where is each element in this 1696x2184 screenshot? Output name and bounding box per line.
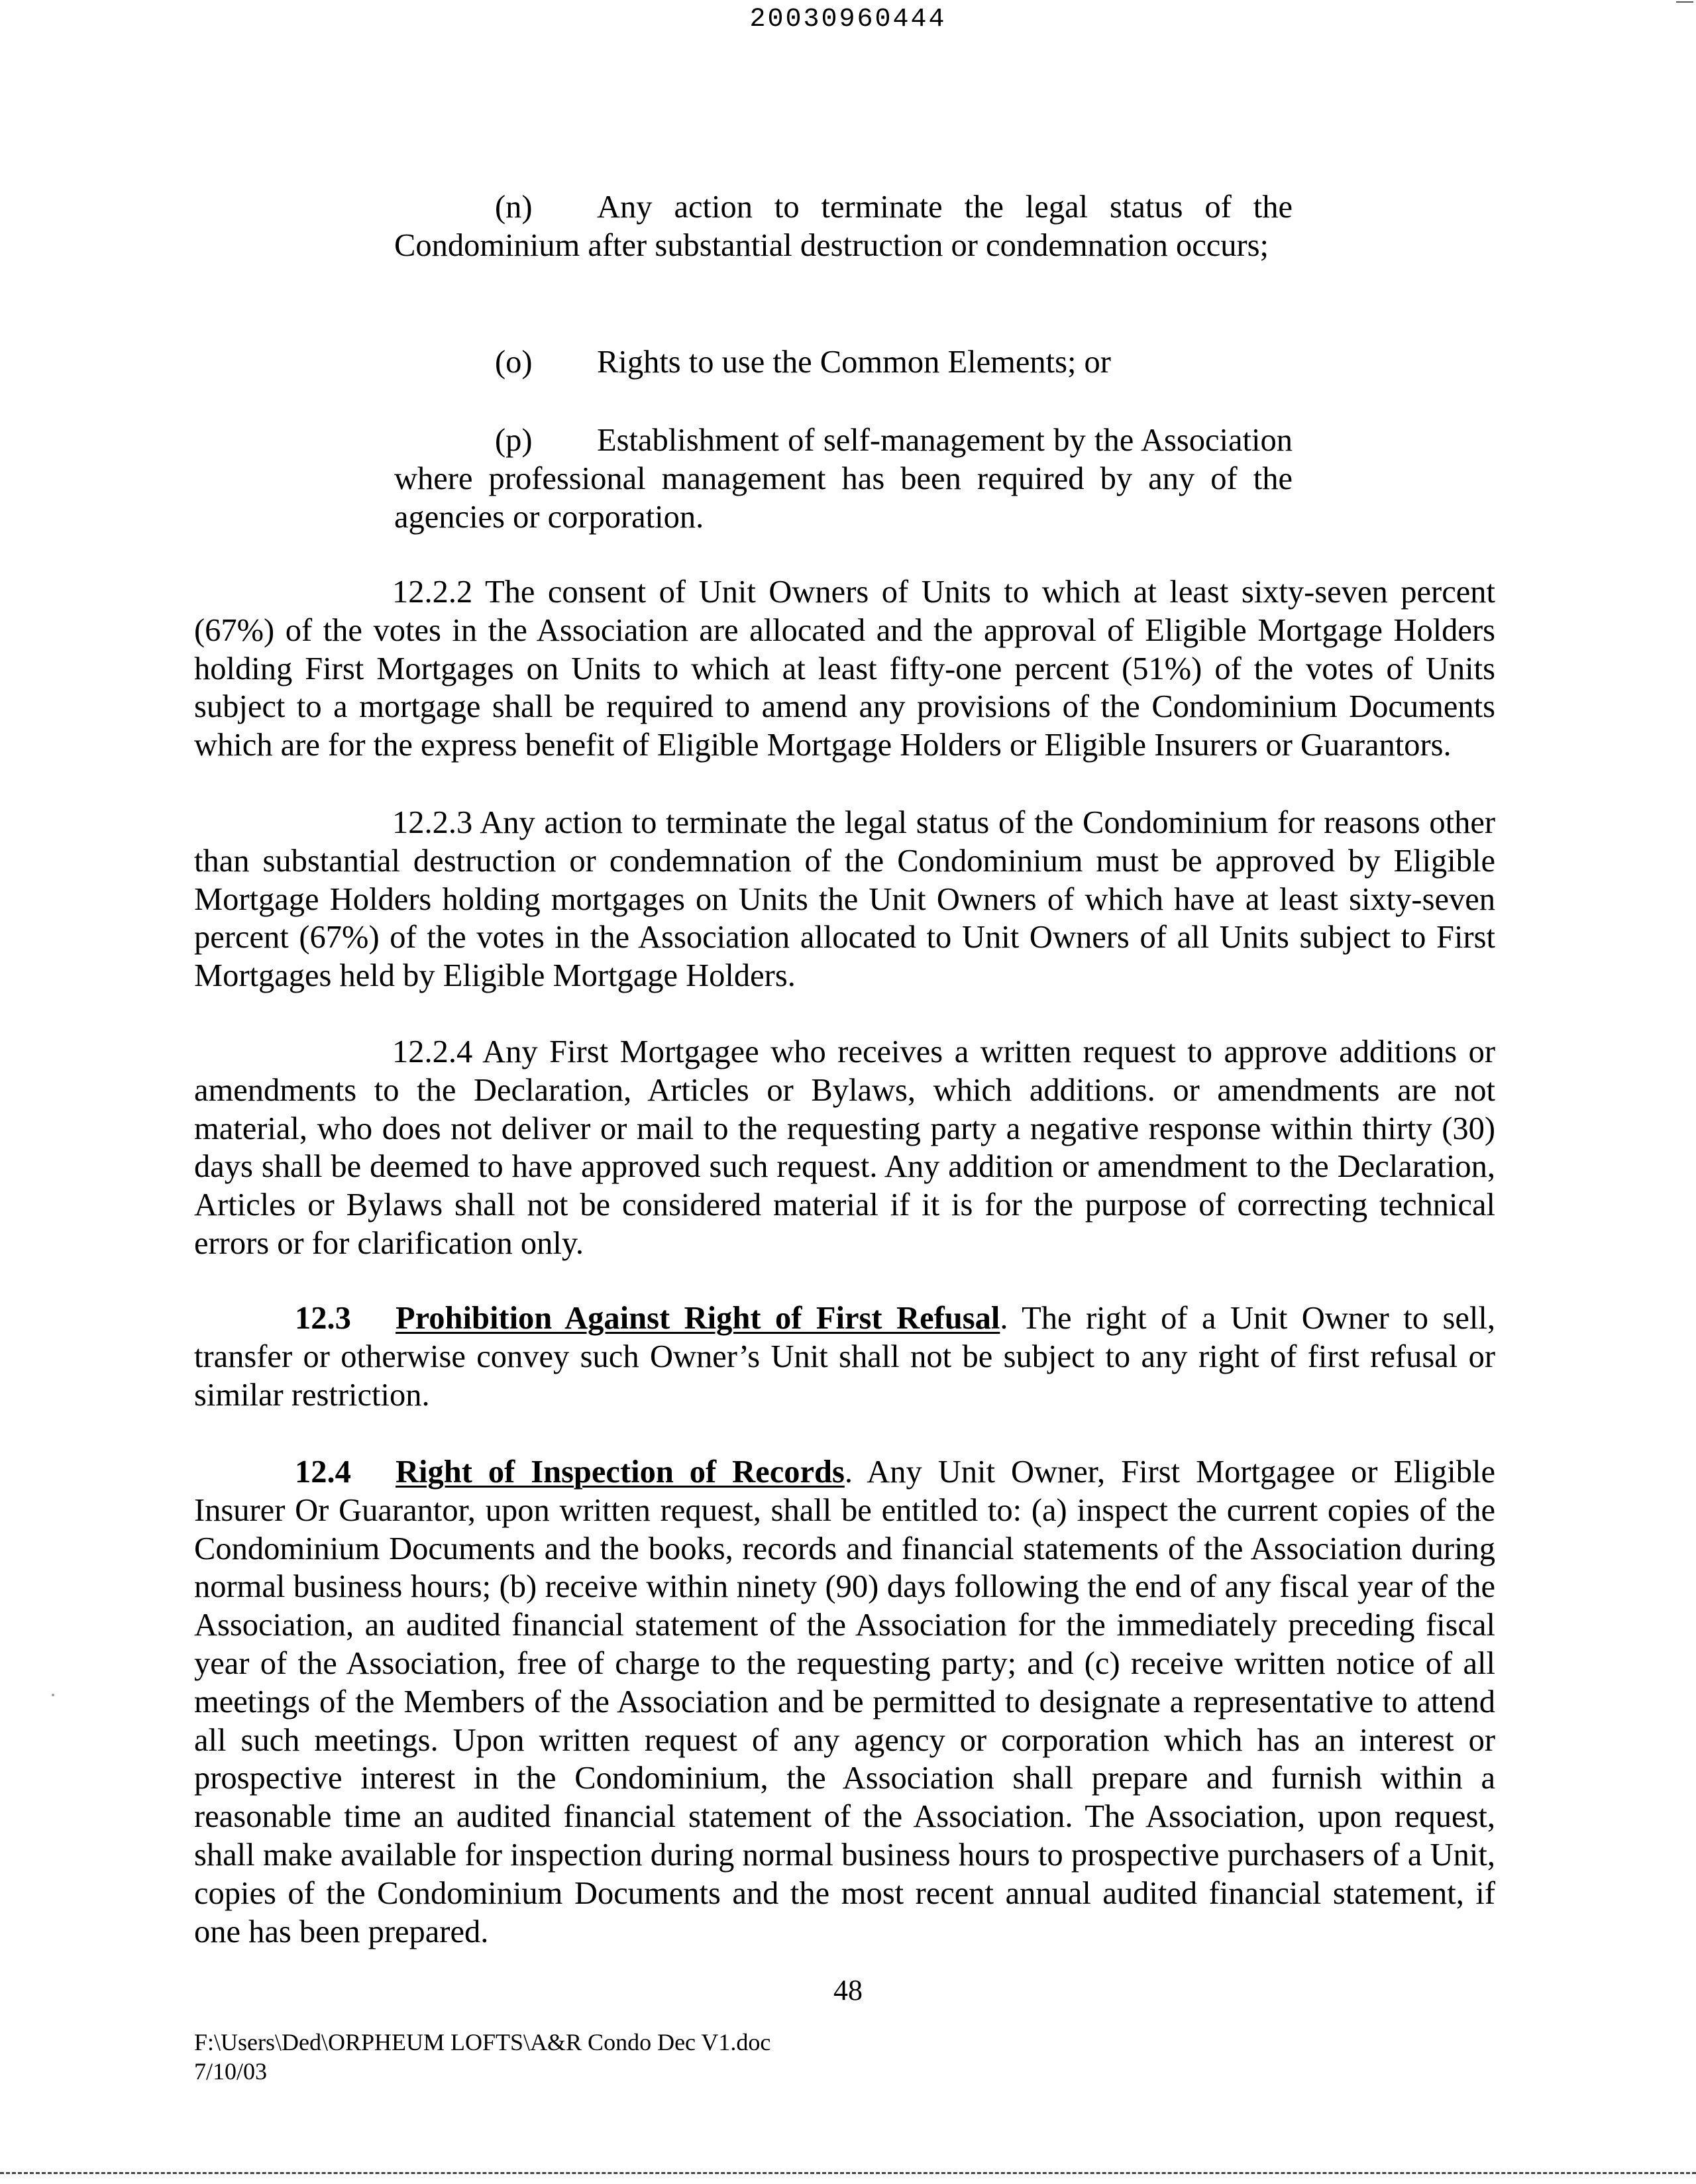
paragraph-text: 12.2.4 Any First Mortgagee who receives a written request to approve additions or amendments to the Declaration, Articles or Bylaws, which additions. or amendments are not material, who does not deliver or mail to the requesting party a negative response within thirty (30) days shall be deemed to have approved such request. Any addition or amendment to the Declaration, Articles or Bylaws shall not be considered material if it is for the purpose of correcting technical errors or for clarification only.	[194, 1034, 1495, 1261]
paragraph-text: 12.2.2 The consent of Unit Owners of Units to which at least sixty-seven percent (67%) of the votes in the Association are allocated and the approval of Eligible Mortgage Holders holding First Mortgages on Units to which at least fifty-one percent (51%) of the votes of Units subject to a mortgage shall be required to amend any provisions of the Condominium Documents which are for the express benefit of Eligible Mortgage Holders or Eligible Insurers or Guarantors.	[194, 574, 1495, 763]
section-12-4	[194, 1453, 1495, 1951]
list-item-p	[394, 421, 1293, 536]
section-text: . Any Unit Owner, First Mortgagee or Eligible Insurer Or Guarantor, upon written request, shall be entitled to: (a) inspect the current copies of the Condominium Documents and the books, records and financial statements of the Association during normal business hours; (b) receive within ninety (90) days following the end of any fiscal year of the Association, an audited financial statement of the Association for the immediately preceding fiscal year of the Association, free of charge to the requesting party; and (c) receive written notice of all meetings of the Members of the Association and be permitted to designate a representative to attend all such meetings. Upon written request of any agency or corporation which has an interest or prospective interest in the Condominium, the Association shall prepare and furnish within a reasonable time an audited financial statement of the Association. The Association, upon request, shall make available for inspection during normal business hours to prospective purchasers of a Unit, copies of the Condominium Documents and the most recent annual audited financial statement, if one has been prepared.	[194, 1454, 1495, 1949]
file-path: F:\Users\Ded\ORPHEUM LOFTS\A&R Condo Dec V1.doc	[194, 2029, 771, 2055]
item-text: Establishment of self-management by the Association where professional management has been required by any of the agencies or corporation.	[394, 423, 1293, 535]
file-footer	[194, 2028, 770, 2086]
list-item-o	[394, 343, 1293, 382]
section-heading: Prohibition Against Right of First Refusal	[396, 1301, 1000, 1336]
item-tag: (p)	[495, 423, 533, 458]
item-tag: (o)	[495, 345, 533, 380]
paragraph-12-2-2	[194, 573, 1495, 765]
section-heading: Right of Inspection of Records	[396, 1454, 845, 1490]
page-number: 48	[833, 1974, 863, 2006]
item-text: Any action to terminate the legal status of the Condominium after substantial destruction or condemnation occurs;	[394, 190, 1293, 263]
section-number: 12.3	[295, 1301, 351, 1336]
paragraph-12-2-3	[194, 804, 1495, 995]
scan-edge-line	[0, 2172, 1696, 2174]
document-number: 20030960444	[749, 5, 947, 34]
margin-speck	[52, 1694, 54, 1696]
paragraph-text: 12.2.3 Any action to terminate the legal status of the Condominium for reasons other than substantial destruction or condemnation of the Condominium must be approved by Eligible Mortgage Holders holding mortgages on Units the Unit Owners of which have at least sixty-seven percent (67%) of the votes in the Association allocated to Unit Owners of all Units subject to First Mortgages held by Eligible Mortgage Holders.	[194, 805, 1495, 994]
item-text: Rights to use the Common Elements; or	[597, 345, 1111, 380]
corner-mark	[1676, 1, 1693, 3]
section-text: . The right of a Unit Owner to sell, transfer or otherwise convey such Owner’s Unit shall not be subject to any right of first refusal or similar restriction.	[194, 1301, 1495, 1413]
paragraph-12-2-4	[194, 1033, 1495, 1263]
file-date: 7/10/03	[194, 2058, 268, 2085]
section-12-3	[194, 1299, 1495, 1414]
item-tag: (n)	[495, 190, 533, 225]
list-item-n	[394, 188, 1293, 265]
section-number: 12.4	[295, 1454, 351, 1490]
